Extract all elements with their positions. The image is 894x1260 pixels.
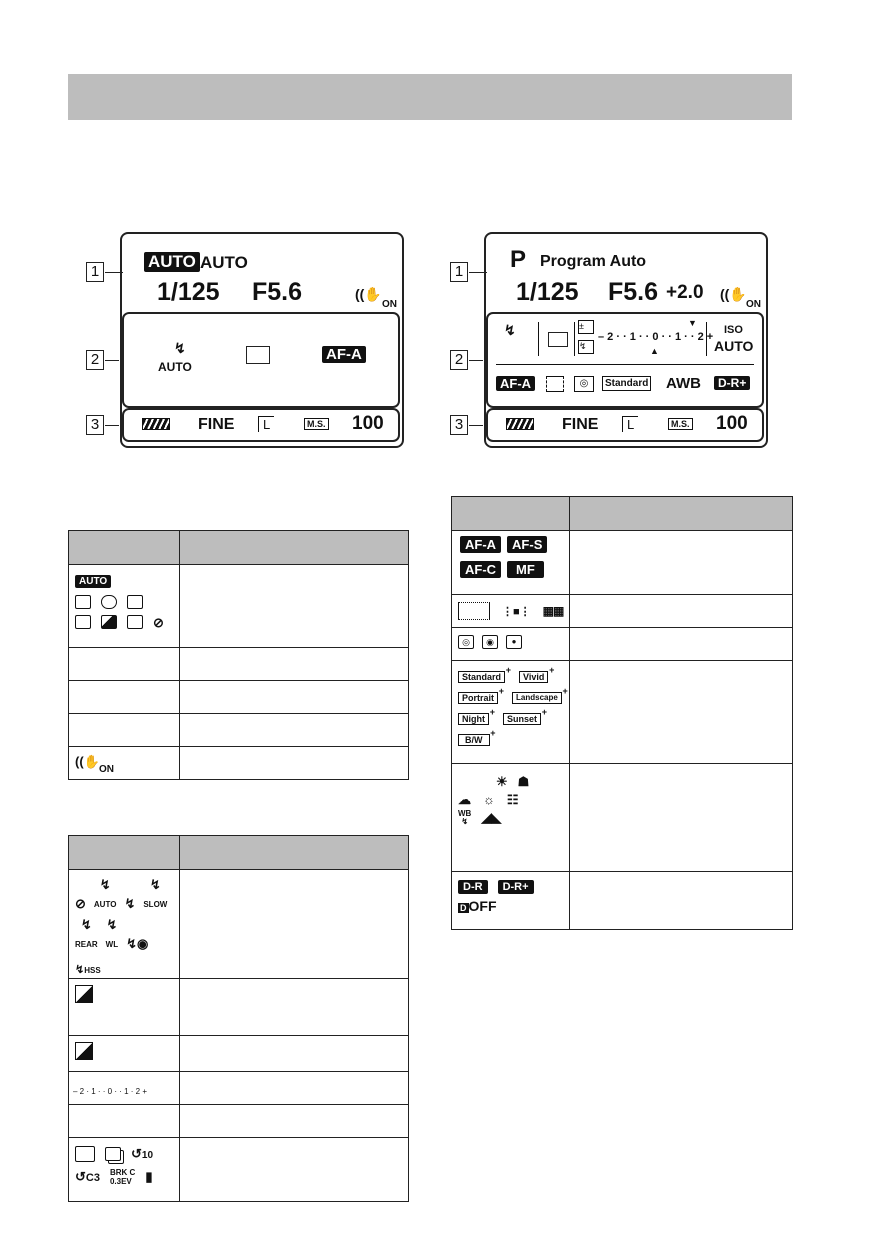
callout-leader bbox=[469, 425, 483, 426]
flash-hss-icon: ↯ bbox=[75, 964, 85, 976]
lcd-section-3 bbox=[122, 408, 400, 442]
image-quality: FINE bbox=[562, 416, 599, 433]
auto-mode-icon: AUTO bbox=[75, 575, 111, 588]
mode-name: AUTO bbox=[200, 253, 248, 272]
description-cell bbox=[180, 1105, 409, 1138]
ev-pointer-bottom: ▲ bbox=[650, 346, 659, 356]
header-cell bbox=[180, 531, 409, 565]
metering-multi-icon: ◎ bbox=[574, 376, 594, 392]
self-timer-c3-label: C3 bbox=[85, 1172, 100, 1184]
flash-rear-label: REAR bbox=[75, 940, 98, 949]
table-row bbox=[69, 870, 409, 979]
style-vivid-icon: Vivid + bbox=[519, 671, 548, 683]
shutter-speed: 1/125 bbox=[516, 278, 579, 306]
flash-icon: ↯ bbox=[174, 340, 186, 356]
sunset-icon bbox=[127, 615, 143, 629]
remote-icon: ▮ bbox=[145, 1169, 153, 1184]
flash-hss-label: HSS bbox=[84, 966, 101, 975]
icon-cell bbox=[69, 565, 180, 648]
description-cell bbox=[570, 661, 793, 764]
table-header-row bbox=[452, 497, 793, 531]
description-cell bbox=[180, 747, 409, 780]
callout-leader bbox=[469, 360, 483, 361]
self-timer-10-icon: ↺10 bbox=[131, 1146, 154, 1161]
dro-off-label: OFF bbox=[468, 898, 497, 914]
flash-rear-icon: ↯ bbox=[80, 917, 92, 932]
metering-multi-icon: ◎ bbox=[458, 635, 474, 649]
af-area-spot-icon: ⋮■⋮ bbox=[502, 605, 531, 618]
icon-cell bbox=[69, 648, 180, 681]
bracket-step-label: 0.3EV bbox=[109, 1177, 132, 1186]
af-mode-badge: AF-A bbox=[496, 376, 535, 391]
table-row bbox=[452, 595, 793, 628]
table-row bbox=[69, 1138, 409, 1202]
lcd-section-2 bbox=[486, 312, 764, 408]
table-row bbox=[69, 979, 409, 1036]
description-cell bbox=[570, 872, 793, 930]
bracket-label: BRK C bbox=[109, 1168, 136, 1177]
description-cell bbox=[180, 1072, 409, 1105]
divider bbox=[706, 322, 707, 356]
af-mode-badge: AF-A bbox=[322, 346, 366, 363]
ev-scale: – 2 · · 1 · · 0 · · 1 · · 2 + bbox=[598, 331, 714, 343]
right-display-diagram bbox=[450, 232, 770, 450]
self-timer-10-label: 10 bbox=[141, 1150, 154, 1161]
table-row bbox=[69, 747, 409, 780]
style-portrait-icon: Portrait + bbox=[458, 692, 498, 704]
lcd-section-1 bbox=[488, 236, 760, 310]
wb-custom-icon: ◢◣ bbox=[481, 810, 502, 825]
table-flash-drive bbox=[68, 835, 409, 1202]
flash-off-icon: ⊘ bbox=[75, 896, 86, 911]
battery-icon bbox=[142, 418, 170, 430]
image-size-icon: L bbox=[622, 416, 638, 432]
description-cell bbox=[570, 764, 793, 872]
header-cell bbox=[180, 836, 409, 870]
divider bbox=[538, 322, 539, 356]
table-row bbox=[452, 531, 793, 595]
steadyshot-icon: ((✋ bbox=[75, 754, 100, 769]
flash-comp-icon bbox=[75, 1042, 93, 1060]
description-cell bbox=[180, 1138, 409, 1202]
table-row bbox=[452, 764, 793, 872]
shots-remaining: 100 bbox=[352, 413, 384, 434]
icon-cell bbox=[69, 1105, 180, 1138]
image-size-icon: L bbox=[258, 416, 274, 432]
description-cell bbox=[180, 870, 409, 979]
icon-cell bbox=[69, 747, 180, 780]
divider bbox=[574, 322, 575, 356]
callout-3: 3 bbox=[86, 415, 104, 435]
steadyshot-on-label: ON bbox=[746, 299, 761, 310]
exposure-comp-icon: ± bbox=[578, 320, 594, 334]
flash-comp-icon: ↯ bbox=[578, 340, 594, 354]
flash-redeye-icon: ↯◉ bbox=[126, 936, 149, 951]
icon-cell bbox=[452, 628, 570, 661]
icon-cell bbox=[452, 872, 570, 930]
table-header-row bbox=[69, 836, 409, 870]
wb-shade-icon: ☗ bbox=[517, 774, 530, 789]
dro-standard-badge: D-R bbox=[458, 880, 488, 894]
continuous-shot-icon bbox=[105, 1147, 121, 1161]
af-a-badge: AF-A bbox=[460, 536, 501, 553]
dro-advanced-badge: D-R+ bbox=[498, 880, 534, 894]
creative-style-badge: Standard bbox=[602, 376, 651, 391]
icon-cell bbox=[452, 531, 570, 595]
metering-center-icon: ◉ bbox=[482, 635, 498, 649]
ev-scale: – 2 · 1 · · 0 · · 1 · 2 + bbox=[73, 1087, 148, 1096]
table-af-style-wb bbox=[451, 496, 793, 930]
table-row bbox=[69, 714, 409, 747]
auto-mode-badge: AUTO bbox=[144, 252, 200, 272]
flash-auto-icon: ↯ bbox=[99, 877, 111, 892]
table-row bbox=[69, 1072, 409, 1105]
dro-badge: D-R+ bbox=[714, 376, 750, 390]
callout-leader bbox=[105, 360, 119, 361]
image-quality: FINE bbox=[198, 416, 235, 433]
aperture-value: F5.6 bbox=[252, 278, 303, 306]
table-row bbox=[69, 1036, 409, 1072]
white-balance: AWB bbox=[666, 375, 701, 392]
steadyshot-on-label: ON bbox=[382, 299, 397, 310]
mf-badge: MF bbox=[507, 561, 544, 578]
shots-remaining: 100 bbox=[716, 413, 748, 434]
style-standard-icon: Standard + bbox=[458, 671, 505, 683]
portrait-icon bbox=[75, 595, 91, 609]
flash-auto-label: AUTO bbox=[158, 360, 192, 374]
header-cell bbox=[69, 836, 180, 870]
description-cell bbox=[180, 1036, 409, 1072]
battery-icon bbox=[506, 418, 534, 430]
exposure-compensation: +2.0 bbox=[666, 282, 704, 303]
flash-off-icon: ⊘ bbox=[153, 615, 164, 630]
wb-fluorescent-icon: ☷ bbox=[506, 792, 519, 807]
table-shooting-mode bbox=[68, 530, 409, 780]
steadyshot-on-label: ON bbox=[99, 764, 114, 775]
icon-cell bbox=[69, 681, 180, 714]
description-cell bbox=[180, 979, 409, 1036]
steadyshot-icon: ((✋ bbox=[720, 286, 747, 302]
callout-1: 1 bbox=[450, 262, 468, 282]
row-divider bbox=[496, 364, 754, 365]
flash-fill-icon: ↯ bbox=[124, 896, 136, 911]
iso-label: ISO bbox=[724, 324, 743, 336]
af-c-badge: AF-C bbox=[460, 561, 501, 578]
header-cell bbox=[69, 531, 180, 565]
lcd-section-3 bbox=[486, 408, 764, 442]
flash-icon: ↯ bbox=[504, 322, 516, 338]
description-cell bbox=[180, 648, 409, 681]
icon-cell bbox=[69, 1036, 180, 1072]
description-cell bbox=[570, 595, 793, 628]
icon-cell bbox=[452, 764, 570, 872]
left-display-diagram bbox=[86, 232, 406, 450]
macro-icon bbox=[127, 595, 143, 609]
description-cell bbox=[180, 565, 409, 648]
steadyshot-icon: ((✋ bbox=[355, 286, 382, 302]
single-shot-icon bbox=[75, 1146, 95, 1162]
memory-card-icon: M.S. bbox=[304, 418, 329, 430]
flash-wireless-icon: ↯ bbox=[106, 917, 118, 932]
shutter-speed: 1/125 bbox=[157, 278, 220, 306]
af-area-wide-icon bbox=[458, 602, 490, 620]
af-area-local-icon: ▦▦ bbox=[542, 604, 564, 618]
dro-off-icon: D OFF bbox=[460, 898, 497, 914]
icon-cell bbox=[69, 1138, 180, 1202]
flash-wireless-label: WL bbox=[105, 940, 119, 949]
ev-pointer-top: ▼ bbox=[688, 318, 697, 328]
lcd-section-2 bbox=[122, 312, 400, 408]
callout-3: 3 bbox=[450, 415, 468, 435]
table-row bbox=[69, 648, 409, 681]
style-night-icon: Night + bbox=[458, 713, 489, 725]
table-row bbox=[69, 1105, 409, 1138]
style-sunset-icon: Sunset + bbox=[503, 713, 541, 725]
table-row bbox=[452, 628, 793, 661]
table-row bbox=[452, 872, 793, 930]
self-timer-continuous-icon: ↺C3 bbox=[75, 1169, 100, 1184]
wb-flash-label: WB bbox=[458, 809, 472, 818]
wb-daylight-icon: ☀ bbox=[496, 774, 508, 789]
bracket-icon bbox=[110, 1168, 135, 1186]
description-cell bbox=[180, 714, 409, 747]
table-row bbox=[452, 661, 793, 764]
icon-cell bbox=[452, 661, 570, 764]
callout-1: 1 bbox=[86, 262, 104, 282]
wb-flash-icon: WB ↯ bbox=[458, 809, 472, 826]
header-cell bbox=[570, 497, 793, 531]
iso-value: AUTO bbox=[714, 338, 754, 354]
icon-cell bbox=[69, 714, 180, 747]
exposure-comp-icon bbox=[75, 985, 93, 1003]
single-shot-icon bbox=[548, 332, 568, 347]
af-s-badge: AF-S bbox=[507, 536, 547, 553]
wb-cloudy-icon: ☁ bbox=[458, 792, 471, 807]
description-cell bbox=[570, 628, 793, 661]
table-row bbox=[69, 565, 409, 648]
table-row bbox=[69, 681, 409, 714]
icon-cell bbox=[69, 979, 180, 1036]
aperture-value: F5.6 bbox=[608, 278, 659, 306]
af-area-wide-icon bbox=[546, 376, 564, 392]
callout-2: 2 bbox=[450, 350, 468, 370]
flash-slow-label: SLOW bbox=[143, 900, 168, 909]
wb-tungsten-icon: ☼ bbox=[483, 792, 495, 807]
header-cell bbox=[452, 497, 570, 531]
mode-letter: P bbox=[510, 246, 527, 273]
icon-cell bbox=[452, 595, 570, 628]
callout-leader bbox=[105, 425, 119, 426]
section-header-bar bbox=[68, 74, 792, 120]
style-bw-icon: B/W + bbox=[458, 734, 490, 746]
icon-cell bbox=[69, 1072, 180, 1105]
mode-name: Program Auto bbox=[540, 253, 647, 270]
metering-spot-icon: ● bbox=[506, 635, 522, 649]
single-shot-icon bbox=[246, 346, 270, 364]
lcd-section-1 bbox=[124, 236, 396, 310]
memory-card-icon: M.S. bbox=[668, 418, 693, 430]
callout-2: 2 bbox=[86, 350, 104, 370]
table-header-row bbox=[69, 531, 409, 565]
flash-slow-icon: ↯ bbox=[149, 877, 161, 892]
flash-auto-label: AUTO bbox=[93, 900, 117, 909]
description-cell bbox=[180, 681, 409, 714]
style-landscape-icon: Landscape + bbox=[512, 692, 562, 704]
flower-icon bbox=[75, 615, 91, 629]
sports-icon bbox=[101, 595, 117, 609]
description-cell bbox=[570, 531, 793, 595]
landscape-icon bbox=[101, 615, 117, 629]
icon-cell bbox=[69, 870, 180, 979]
